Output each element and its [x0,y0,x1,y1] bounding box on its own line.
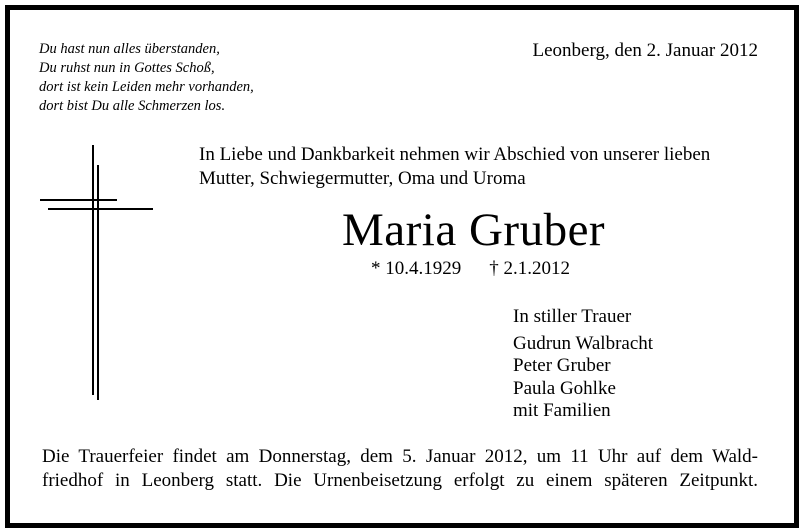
birth-date: * 10.4.1929 [371,258,462,279]
poem-line: Du hast nun alles überstanden, [39,41,220,57]
cross-icon [40,145,155,400]
service-info [42,445,758,493]
mourner-name: mit Familien [513,400,611,421]
mourners-heading: In stiller Trauer [513,306,632,327]
mourner-name: Gudrun Walbracht [513,332,654,354]
place-date: Leonberg, den 2. Januar 2012 [532,40,758,61]
intro-line: In Liebe und Dankbarkeit nehmen wir Abschied von unserer lieben [199,144,711,165]
intro-text [199,143,710,191]
mourner-name: Paula Gohlke [513,377,616,399]
death-date: † 2.1.2012 [489,258,570,279]
service-line: friedhof in Leonberg statt. Die Urnenbeisetzung erfolgt zu einem späteren Zeitpunkt. [42,470,758,491]
service-line: Die Trauerfeier findet am Donnerstag, dem 5. Januar 2012, um 11 Uhr auf dem Wald- [42,446,758,467]
mourners [513,306,653,423]
life-dates [371,258,570,280]
deceased-name: Maria Gruber [342,204,606,256]
poem-line: dort ist kein Leiden mehr vorhanden, [39,79,254,95]
poem-line: Du ruhst nun in Gottes Schoß, [39,60,215,76]
intro-line: Mutter, Schwiegermutter, Oma und Uroma [199,168,526,189]
poem [39,40,254,116]
mourner-name: Peter Gruber [513,355,611,376]
poem-line: dort bist Du alle Schmerzen los. [39,98,226,114]
